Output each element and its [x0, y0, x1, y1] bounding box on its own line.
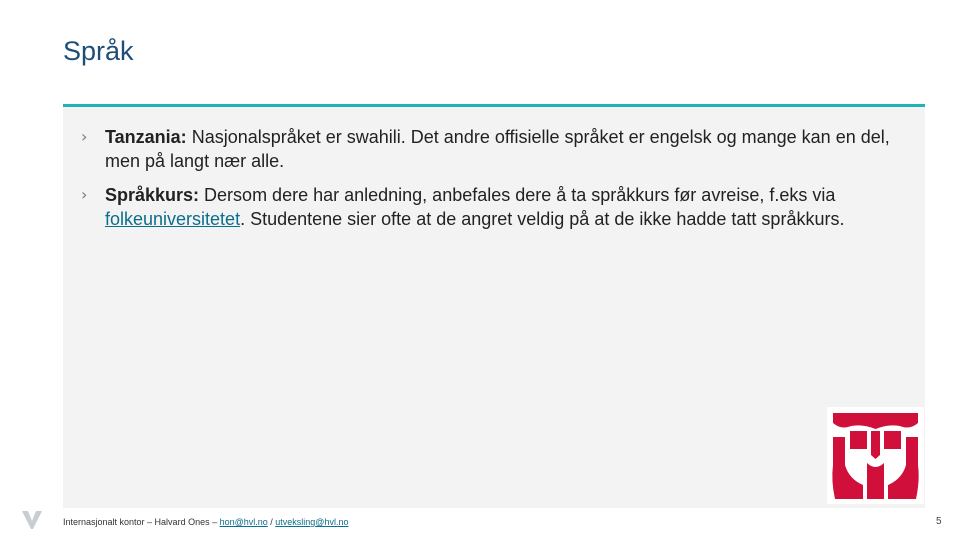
bullet-text: [105, 183, 895, 231]
slide-title: Språk: [63, 36, 134, 66]
hvl-logo: [827, 407, 924, 504]
hvl-mark-icon: [20, 509, 44, 531]
email-link[interactable]: hon@hvl.no: [219, 517, 268, 527]
content-panel: [63, 104, 925, 508]
bullet-body: Nasjonalspråket er swahili. Det andre offisielle språket er engelsk og mange kan en del, men på langt nær alle.: [105, 127, 890, 171]
footer-text: Internasjonalt kontor – Halvard Ones –: [63, 517, 220, 527]
bullet-label: Språkkurs:: [105, 185, 200, 205]
bullet-label: Tanzania:: [105, 127, 187, 147]
list-item: [81, 125, 895, 173]
bullet-text: [105, 125, 895, 173]
footer: [63, 517, 348, 527]
folkeuniversitetet-link[interactable]: folkeuniversitetet: [105, 209, 241, 229]
email-link[interactable]: utveksling@hvl.no: [275, 517, 349, 527]
owl-logo-icon: [827, 407, 924, 504]
chevron-right-icon: ›: [81, 127, 88, 146]
chevron-right-icon: ›: [81, 185, 88, 204]
list-item: [81, 183, 895, 231]
bullet-body: Dersom dere har anledning, anbefales dere å ta språkkurs før avreise, f.eks via: [199, 185, 836, 205]
bullet-list: [81, 125, 895, 241]
footer-separator: /: [267, 517, 276, 527]
page-number: 5: [936, 516, 942, 527]
bullet-body-end: . Studentene sier ofte at de angret veldig på at de ikke hadde tatt språkkurs.: [240, 209, 845, 229]
